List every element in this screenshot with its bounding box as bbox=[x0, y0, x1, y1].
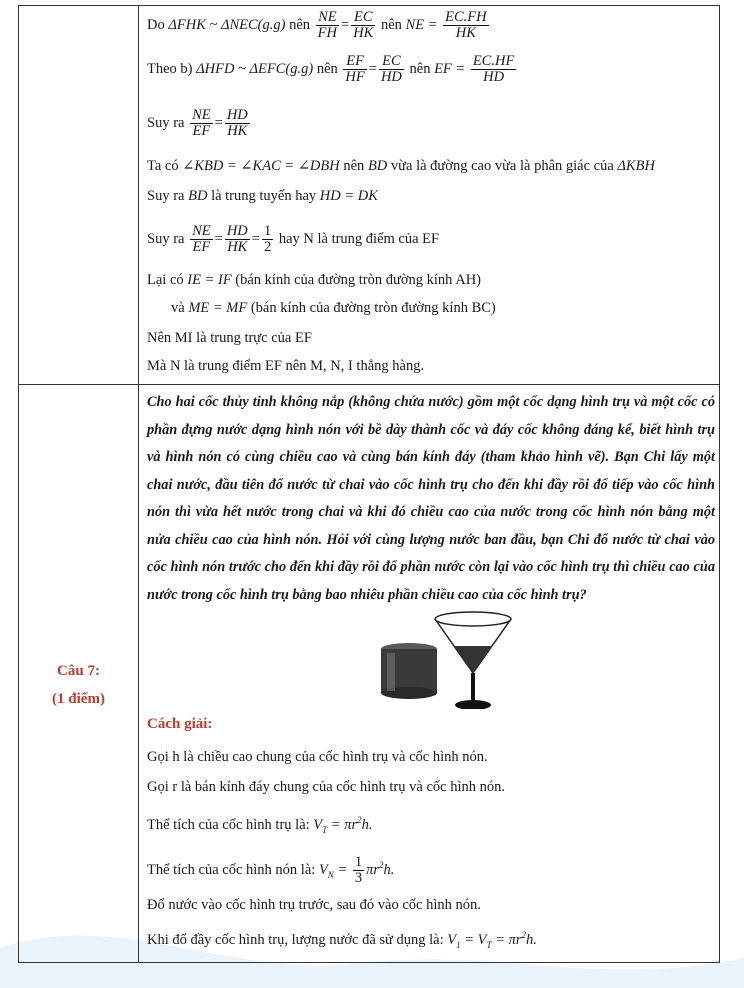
label-cell-q7 bbox=[19, 385, 139, 963]
line-median: Suy ra BD là trung tuyến hay HD = DK bbox=[147, 188, 378, 204]
label-cell-empty bbox=[19, 6, 139, 385]
problem-statement: Cho hai cốc thủy tinh không nắp (không chứa nước) gồm một cốc dạng hình trụ và một cốc có phần đựng nước dạng hình nón với bề dày thành cốc và đáy cốc không đáng kể, biết hình trụ và hình nón có cùng chiều cao và cùng bán kính đáy (tham khảo hình vẽ). Bạn Chi lấy một chai nước, đầu tiên đổ nước từ chai vào cốc hình trụ cho đến khi đầy rồi đổ tiếp vào cốc hình nón thì vừa hết nước trong chai và khi đó chiều cao của nước trong cốc hình nón bằng một nửa chiều cao của hình nón. Hỏi với cùng lượng nước ban đầu, bạn Chi đổ nước từ chai vào cốc hình nón trước cho đến khi đầy rồi đổ phần nước còn lại vào cốc hình trụ thì chiều cao của nước trong cốc hình trụ bằng bao nhiêu phần chiều cao của cốc hình trụ? bbox=[147, 394, 715, 603]
solution-heading: Cách giải: bbox=[147, 716, 213, 732]
question-points: (1 điểm) bbox=[52, 691, 105, 707]
cone-glass-icon bbox=[435, 612, 511, 709]
line-similar-hfd: Theo b) ΔHFD ~ ΔEFC(g.g) nên $\frac{EF}{HF}$ = $\frac{EC}{HD}$ nên EF = $\frac{EC.HF}{HD}$ bbox=[147, 53, 515, 86]
line-ie-if: Lại có IE = IF (bán kính của đường tròn đường kính AH) bbox=[147, 272, 481, 288]
line-midpoint: Suy ra $\frac{NE}{EF}$ = $\frac{HD}{HK}$ = $\frac{1}{2}$ hay N là trung điểm của EF bbox=[147, 223, 440, 256]
line-similar-fhk: Do ΔFHK ~ ΔNEC(g.g) nên $\frac{NE}{FH}$ = $\frac{EC}{HK}$ nên NE = $\frac{EC.FH}{HK}$ bbox=[147, 9, 487, 42]
content-cell-q7 bbox=[139, 385, 720, 963]
row-question-7 bbox=[19, 385, 720, 963]
step-define-h: Gọi h là chiều cao chung của cốc hình trụ và cốc hình nón. bbox=[147, 749, 488, 765]
line-ratio: Suy ra $\frac{NE}{EF}$ = $\frac{HD}{HK}$ bbox=[147, 107, 248, 140]
step-define-r: Gọi r là bán kính đáy chung của cốc hình trụ và cốc hình nón. bbox=[147, 779, 505, 795]
solution-sheet bbox=[18, 5, 720, 963]
question-label bbox=[19, 657, 138, 713]
step-pour-order: Đổ nước vào cốc hình trụ trước, sau đó vào cốc hình nón. bbox=[147, 897, 481, 913]
step-cone-volume: Thể tích của cốc hình nón là: $V_N$ = $\frac{1}{3}$ $\pi r^2h$. bbox=[147, 853, 395, 886]
question-number: Câu 7: bbox=[57, 663, 100, 679]
line-perpendicular-bisector: Nên MI là trung trực của EF bbox=[147, 330, 312, 346]
line-collinear: Mà N là trung điểm EF nên M, N, I thẳng hàng. bbox=[147, 358, 425, 374]
content-cell-top bbox=[139, 6, 720, 385]
step-water-used: Khi đổ đầy cốc hình trụ, lượng nước đã sử dụng là: $V_1 = V_T = \pi r^2h$. bbox=[147, 930, 537, 950]
step-cylinder-volume: Thể tích của cốc hình trụ là: $V_T = \pi r^2h$. bbox=[147, 815, 373, 835]
line-me-mf: và ME = MF (bán kính của đường tròn đường kính BC) bbox=[171, 300, 496, 316]
glasses-figure bbox=[147, 609, 707, 709]
cylinder-glass-icon bbox=[381, 643, 437, 699]
line-angles: Ta có ∠KBD = ∠KAC = ∠DBH nên BD vừa là đường cao vừa là phân giác của ΔKBH bbox=[147, 158, 655, 174]
row-previous-question bbox=[19, 6, 720, 385]
solution-table bbox=[18, 5, 720, 963]
